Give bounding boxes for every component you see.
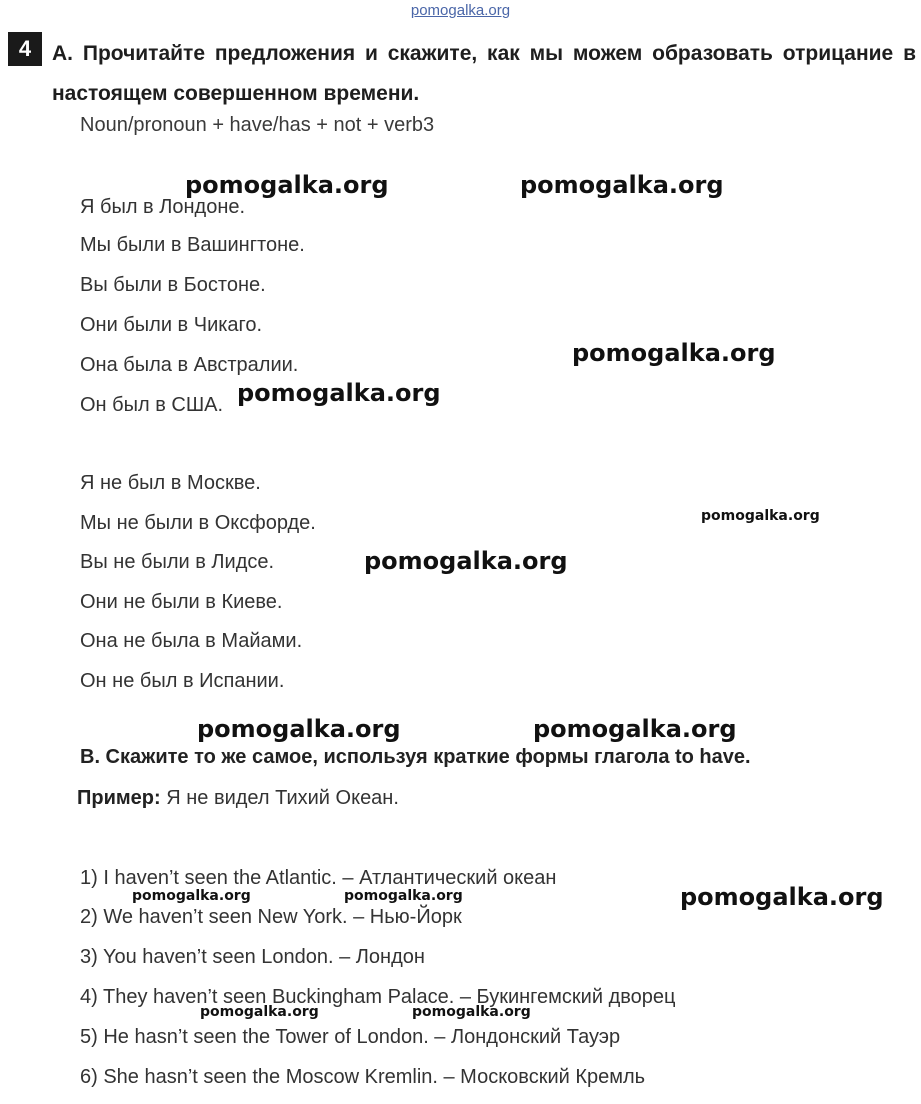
- watermark: pomogalka.org: [533, 715, 737, 743]
- answer-line: 1) I haven’t seen the Atlantic. – Атлантический океан: [80, 867, 557, 889]
- positive-sentence: Он был в США.: [80, 394, 224, 416]
- answer-line: 3) You haven’t seen London. – Лондон: [80, 946, 425, 968]
- negative-sentence: Мы не были в Оксфорде.: [80, 512, 316, 534]
- negative-sentence: Она не была в Майами.: [80, 630, 303, 652]
- watermark: pomogalka.org: [132, 888, 251, 904]
- watermark: pomogalka.org: [412, 1004, 531, 1020]
- negative-sentence: Я не был в Москве.: [80, 472, 261, 494]
- answer-line: 6) She hasn’t seen the Moscow Kremlin. – Московский Кремль: [80, 1066, 646, 1088]
- watermark: pomogalka.org: [520, 171, 724, 199]
- section-a-instruction: A. Прочитайте предложения и скажите, как мы можем образовать отрицание в настоящем совершенном времени.: [52, 42, 916, 105]
- watermark: pomogalka.org: [344, 888, 463, 904]
- example-label: Пример:: [77, 787, 161, 809]
- positive-sentence: Я был в Лондоне.: [80, 196, 246, 218]
- watermark: pomogalka.org: [701, 508, 820, 524]
- positive-sentence: Она была в Австралии.: [80, 354, 299, 376]
- example-line: [77, 787, 399, 810]
- watermark: pomogalka.org: [197, 715, 401, 743]
- positive-sentence: Мы были в Вашингтоне.: [80, 234, 305, 256]
- example-text: Я не видел Тихий Океан.: [160, 787, 399, 809]
- answer-line: 5) He hasn’t seen the Tower of London. – Лондонский Тауэр: [80, 1026, 621, 1048]
- watermark: pomogalka.org: [237, 379, 441, 407]
- exercise-number: 4: [8, 32, 42, 66]
- negative-sentence: Вы не были в Лидсе.: [80, 551, 275, 573]
- watermark: pomogalka.org: [680, 883, 884, 911]
- answer-line: 4) They haven’t seen Buckingham Palace. – Букингемский дворец: [80, 986, 676, 1008]
- formula: Noun/pronoun + have/has + not + verb3: [80, 114, 435, 136]
- section-b-instruction: B. Скажите то же самое, используя краткие формы глагола to have.: [80, 746, 751, 768]
- watermark: pomogalka.org: [185, 171, 389, 199]
- positive-sentence: Они были в Чикаго.: [80, 314, 263, 336]
- positive-sentence: Вы были в Бостоне.: [80, 274, 266, 296]
- watermark: pomogalka.org: [364, 547, 568, 575]
- negative-sentence: Он не был в Испании.: [80, 670, 285, 692]
- negative-sentence: Они не были в Киеве.: [80, 591, 283, 613]
- watermark: pomogalka.org: [572, 339, 776, 367]
- watermark: pomogalka.org: [200, 1004, 319, 1020]
- top-watermark-link[interactable]: pomogalka.org: [410, 2, 511, 19]
- answer-line: 2) We haven’t seen New York. – Нью-Йорк: [80, 906, 462, 928]
